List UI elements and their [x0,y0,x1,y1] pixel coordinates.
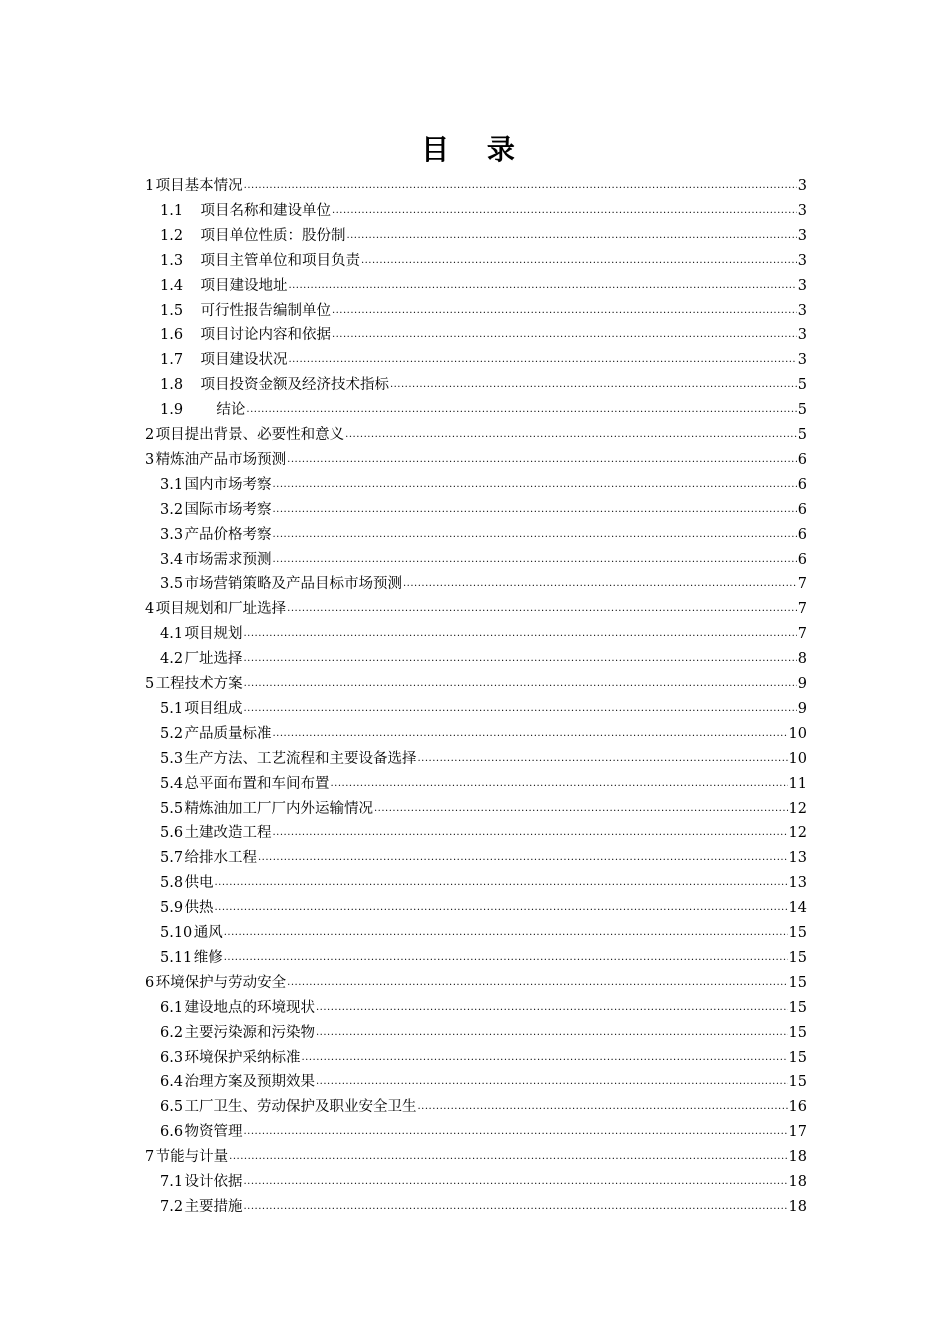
toc-dot-leader [390,373,797,398]
toc-entry-page: 3 [797,352,807,369]
toc-entry-title: 项目规划和厂址选择 [155,601,287,618]
toc-entry[interactable] [160,299,807,324]
toc-entry-number: 5.10 [160,925,193,941]
toc-entry-title: 项目讨论内容和依据 [200,327,331,344]
toc-entry-page: 7 [797,626,807,643]
toc-dot-leader [332,323,797,348]
toc-entry[interactable] [160,647,807,672]
toc-dot-leader [215,896,788,921]
toc-entry[interactable] [160,1046,807,1071]
toc-entry-number: 5.3 [160,750,184,767]
toc-entry-title: 项目名称和建设单位 [200,202,331,219]
toc-entry-title: 厂址选择 [184,651,243,668]
toc-entry-number: 5.4 [160,775,184,792]
toc-entry-title: 市场需求预测 [184,551,272,568]
toc-entry-number: 5.5 [160,800,184,817]
toc-entry[interactable] [160,747,807,772]
toc-entry-page: 5 [797,427,807,443]
toc-entry-title: 主要措施 [184,1198,243,1215]
toc-dot-leader [273,498,797,523]
toc-entry-title: 国内市场考察 [184,476,272,493]
toc-dot-leader [244,622,797,647]
toc-entry[interactable] [160,1195,807,1220]
toc-dot-leader [346,224,796,249]
toc-entry-number: 7 [145,1149,155,1166]
toc-entry-number: 5.1 [160,700,184,717]
toc-entry-number: 6 [145,974,155,991]
toc-entry-number: 1.1 [160,202,184,219]
toc-entry[interactable] [145,1145,807,1170]
toc-entry-page: 7 [797,576,807,593]
toc-dot-leader [273,473,797,498]
toc-entry-number: 1.4 [160,277,184,294]
toc-entry-title: 总平面布置和车间布置 [184,775,330,792]
toc-entry-number: 7.2 [160,1198,184,1215]
toc-entry-number: 1.2 [160,227,184,244]
toc-entry-number: 5.11 [160,949,193,966]
toc-dot-leader [418,1095,788,1120]
toc-entry-title: 工厂卫生、劳动保护及职业安全卫生 [184,1099,417,1116]
toc-entry-number: 3.2 [160,501,184,518]
toc-entry[interactable] [160,697,807,722]
toc-entry[interactable] [160,398,807,423]
toc-entry-page: 15 [788,1049,807,1066]
toc-entry[interactable] [160,722,807,747]
toc-entry-title: 物资管理 [184,1124,243,1141]
toc-entry-number: 5.9 [160,900,184,917]
toc-entry-title: 精炼油加工厂厂内外运输情况 [184,800,373,817]
toc-entry-number: 6.6 [160,1124,184,1141]
toc-entry[interactable] [160,946,807,971]
toc-entry-title: 结论 [216,402,246,419]
toc-dot-leader [331,772,788,797]
toc-dot-leader [332,199,797,224]
toc-entry-title: 国际市场考察 [184,501,272,518]
toc-entry[interactable] [160,373,807,398]
toc-entry-number: 1.7 [160,352,184,369]
toc-entry[interactable] [145,423,807,448]
toc-dot-leader [244,1195,788,1220]
toc-entry-page: 18 [788,1174,807,1190]
toc-entry-page: 6 [797,501,807,518]
toc-entry-page: 18 [788,1198,807,1215]
toc-dot-leader [244,174,797,199]
toc-entry-title: 环境保护采纳标准 [184,1049,301,1066]
toc-dot-leader [345,423,797,448]
toc-entry-page: 18 [788,1149,807,1166]
toc-entry-number: 1 [145,178,155,194]
toc-entry[interactable] [160,473,807,498]
toc-entry-page: 13 [788,875,807,892]
toc-dot-leader [244,1170,788,1195]
toc-entry-title: 精炼油产品市场预测 [155,451,287,468]
toc-entry-page: 16 [788,1099,807,1116]
toc-entry[interactable] [160,996,807,1021]
toc-entry-title: 供电 [184,875,214,892]
toc-dot-leader [224,921,788,946]
toc-entry-page: 3 [797,277,807,294]
toc-entry-title: 项目建设地址 [200,277,288,294]
toc-entry[interactable] [160,274,807,299]
toc-entry[interactable] [160,846,807,871]
toc-entry[interactable] [160,772,807,797]
toc-entry-page: 5 [797,377,807,394]
toc-entry-number: 5.7 [160,850,184,867]
toc-entry[interactable] [160,1021,807,1046]
toc-entry-title: 土建改造工程 [184,825,272,842]
toc-entry[interactable] [145,672,807,697]
toc-entry-title: 生产方法、工艺流程和主要设备选择 [184,750,417,767]
toc-entry-title: 治理方案及预期效果 [184,1074,315,1091]
toc-dot-leader [273,548,797,573]
toc-entry-number: 1.3 [160,252,184,269]
toc-entry-page: 15 [788,999,807,1016]
toc-dot-leader [288,274,796,299]
toc-dot-leader [229,1145,787,1170]
toc-entry[interactable] [160,199,807,224]
toc-entry[interactable] [160,1095,807,1120]
toc-entry-title: 产品质量标准 [184,725,272,742]
toc-dot-leader [287,448,797,473]
toc-entry-title: 供热 [184,900,214,917]
toc-dot-leader [374,797,788,822]
toc-dot-leader [244,647,797,672]
toc-dot-leader [244,672,797,697]
toc-dot-leader [224,946,788,971]
toc-entry[interactable] [160,348,807,373]
toc-entry-number: 3.1 [160,476,184,493]
toc-entry-title: 建设地点的环境现状 [184,999,315,1016]
toc-entry-number: 5.8 [160,875,184,892]
toc-entry-number: 6.3 [160,1049,184,1066]
toc-dot-leader [246,398,796,423]
toc-dot-leader [302,1046,788,1071]
toc-entry-title: 维修 [193,949,223,966]
toc-entry-page: 15 [788,1024,807,1041]
toc-entry-title: 项目组成 [184,700,243,717]
toc-entry-number: 6.2 [160,1024,184,1041]
toc-entry-page: 10 [788,750,807,767]
toc-entry-number: 5 [145,676,155,692]
toc-entry-page: 5 [797,402,807,419]
toc-entry-page: 6 [797,526,807,543]
toc-entry[interactable] [160,821,807,846]
toc-entry[interactable] [160,548,807,573]
toc-dot-leader [361,249,797,274]
toc-entry[interactable] [160,323,807,348]
toc-dot-leader [316,996,788,1021]
toc-entry-page: 17 [788,1124,807,1141]
toc-entry-page: 14 [788,900,807,917]
toc-entry-page: 9 [797,700,807,717]
toc-entry-page: 3 [797,302,807,319]
toc-entry[interactable] [160,249,807,274]
toc-entry-page: 10 [788,725,807,742]
toc-entry[interactable] [160,871,807,896]
toc-entry-title: 项目主管单位和项目负责 [200,252,360,269]
toc-dot-leader [287,971,787,996]
toc-dot-leader [244,1120,788,1145]
toc-entry[interactable] [145,174,807,199]
toc-title: 目 录 [421,133,529,166]
toc-entry-page: 15 [788,974,807,991]
toc-dot-leader [258,846,788,871]
toc-entry-number: 1.5 [160,302,184,319]
toc-entry-number: 6.4 [160,1074,184,1091]
toc-entry-page: 6 [797,451,807,468]
toc-entry-number: 6.1 [160,999,184,1016]
toc-entry-page: 3 [797,252,807,269]
toc-entry-title: 项目提出背景、必要性和意义 [155,427,345,443]
toc-entry-title: 工程技术方案 [155,676,243,692]
toc-entry[interactable] [160,572,807,597]
toc-entry[interactable] [160,1170,807,1195]
toc-entry[interactable] [145,971,807,996]
toc-entry-page: 8 [797,651,807,668]
toc-entry[interactable] [160,896,807,921]
toc-entry[interactable] [160,921,807,946]
toc-entry-page: 3 [797,202,807,219]
toc-entry-page: 7 [797,601,807,618]
toc-entry-number: 5.2 [160,725,184,742]
toc-entry-title: 产品价格考察 [184,526,272,543]
toc-entry-title: 通风 [193,925,223,941]
toc-entry-number: 4 [145,601,155,618]
toc-entry-number: 2 [145,427,155,443]
toc-dot-leader [288,348,796,373]
toc-entry-page: 11 [788,775,807,792]
toc-entry-number: 6.5 [160,1099,184,1116]
toc-entry[interactable] [160,1120,807,1145]
toc-dot-leader [332,299,797,324]
toc-entry-page: 6 [797,551,807,568]
toc-entry-title: 节能与计量 [155,1149,229,1166]
toc-dot-leader [273,722,788,747]
toc-entry-page: 6 [797,476,807,493]
toc-dot-leader [287,597,797,622]
toc-entry-page: 15 [788,925,807,941]
toc-entry-number: 3.3 [160,526,184,543]
toc-entry-number: 1.8 [160,377,184,394]
toc-entry-title: 项目基本情况 [155,178,243,194]
toc-entry[interactable] [160,622,807,647]
toc-dot-leader [244,697,797,722]
toc-entry[interactable] [160,797,807,822]
toc-entry-number: 3.4 [160,551,184,568]
toc-entry-page: 3 [797,327,807,344]
toc-entry-title: 项目规划 [184,626,243,643]
toc-entry-title: 可行性报告编制单位 [200,302,331,319]
toc-entry-number: 7.1 [160,1174,184,1190]
toc-entry-page: 3 [797,178,807,194]
toc-entry-number: 3.5 [160,576,184,593]
toc-entry-page: 12 [788,825,807,842]
toc-entry-page: 9 [797,676,807,692]
toc-entry[interactable] [145,448,807,473]
toc-entry-title: 设计依据 [184,1174,243,1190]
toc-entry[interactable] [160,498,807,523]
toc-entry[interactable] [160,224,807,249]
toc-entry-number: 5.6 [160,825,184,842]
toc-entry-title: 项目投资金额及经济技术指标 [200,377,389,394]
toc-dot-leader [316,1021,788,1046]
toc-entry-title: 给排水工程 [184,850,257,867]
toc-dot-leader [215,871,788,896]
toc-entry-page: 3 [797,227,807,244]
toc-entry[interactable] [160,523,807,548]
toc-entry-title: 项目建设状况 [200,352,288,369]
toc-entry-title: 市场营销策略及产品目标市场预测 [184,576,402,593]
toc-dot-leader [418,747,788,772]
toc-entry-number: 4.1 [160,626,184,643]
toc-entry-number: 1.6 [160,327,184,344]
toc-entry[interactable] [160,1070,807,1095]
toc-dot-leader [316,1070,788,1095]
toc-entry-page: 15 [788,1074,807,1091]
toc-entry-page: 15 [788,949,807,966]
toc-entry-page: 12 [788,800,807,817]
toc-dot-leader [273,523,797,548]
toc-dot-leader [403,572,797,597]
toc-entry-title: 项目单位性质：股份制 [200,227,346,244]
toc-dot-leader [273,821,788,846]
toc-entry-page: 13 [788,850,807,867]
toc-entry-number: 1.9 [160,402,184,419]
toc-entry-title: 主要污染源和污染物 [184,1024,315,1041]
toc-entry[interactable] [145,597,807,622]
toc-entry-number: 3 [145,451,155,468]
toc-entry-title: 环境保护与劳动安全 [155,974,287,991]
toc-entry-number: 4.2 [160,651,184,668]
